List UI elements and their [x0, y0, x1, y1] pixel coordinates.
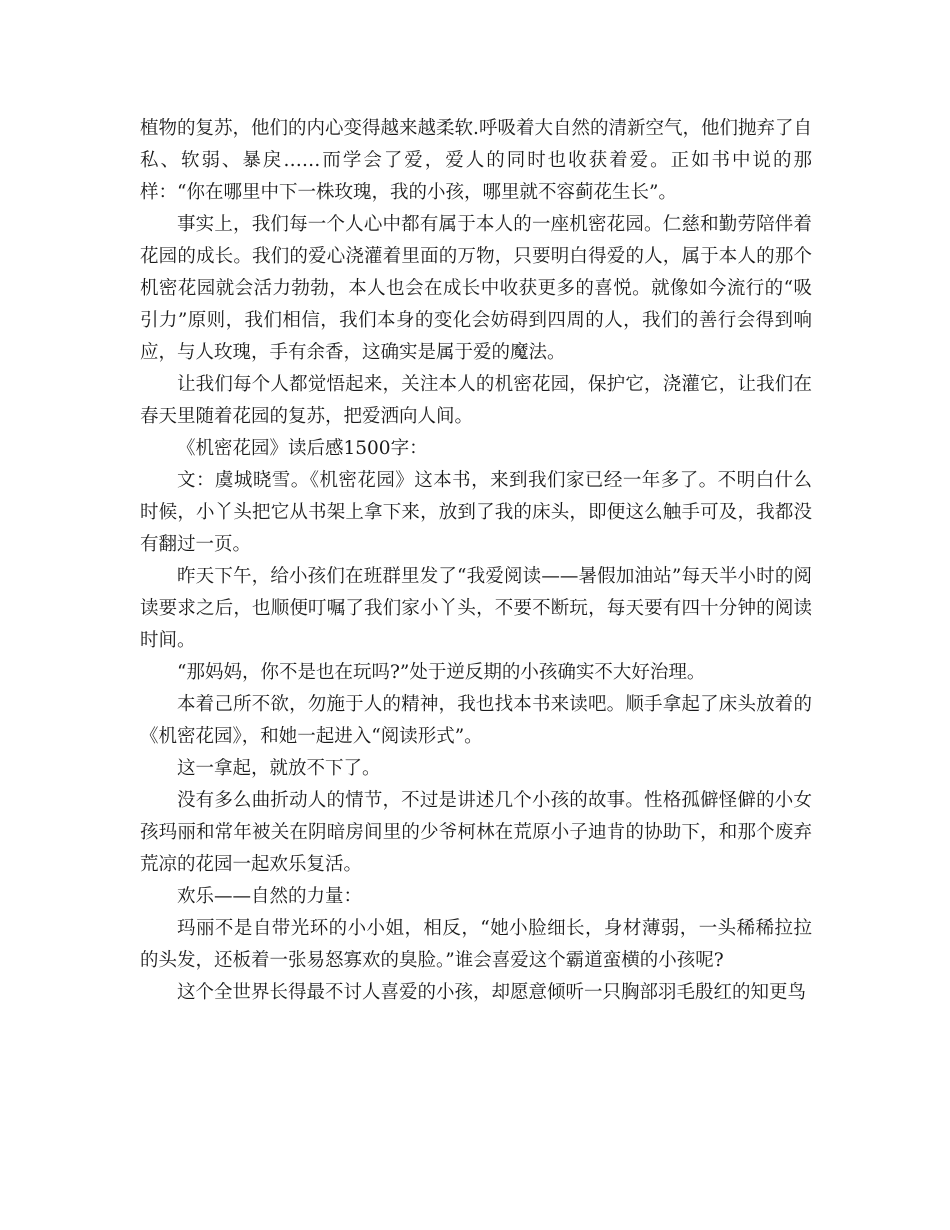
paragraph: 文：虞城晓雪。《机密花园》这本书，来到我们家已经一年多了。不明白什么时候，小丫头把它从书架上拿下来，放到了我的床头，即便这么触手可及，我都没有翻过一页。 — [140, 470, 812, 555]
paragraph: 昨天下午，给小孩们在班群里发了“我爱阅读——暑假加油站”每天半小时的阅读要求之后，也顺便叮嘱了我们家小丫头，不要不断玩，每天要有四十分钟的阅读时间。 — [140, 566, 812, 651]
paragraph: 这一拿起，就放不下了。 — [177, 758, 381, 779]
paragraph: 没有多么曲折动人的情节，不过是讲述几个小孩的故事。性格孤僻怪僻的小女孩玛丽和常年被关在阴暗房间里的少爷柯林在荒原小子迪肯的协助下，和那个废弃荒凉的花园一起欢乐复活。 — [140, 790, 812, 875]
section-heading: 《机密花园》读后感1500字： — [177, 438, 428, 459]
paragraph: 本着己所不欲，勿施于人的精神，我也找本书来读吧。顺手拿起了床头放着的《机密花园》，和她一起进入“阅读形式”。 — [140, 694, 812, 747]
paragraph: 事实上，我们每一个人心中都有属于本人的一座机密花园。仁慈和勤劳陪伴着花园的成长。我们的爱心浇灌着里面的万物，只要明白得爱的人，属于本人的那个机密花园就会活力勃勃，本人也会在成长中收获更多的喜悦。就像如今流行的“吸引力”原则，我们相信，我们本身的变化会妨碍到四周的人，我们的善行会得到响应，与人玫瑰，手有余香，这确实是属于爱的魔法。 — [140, 214, 812, 363]
paragraph: 植物的复苏，他们的内心变得越来越柔软.呼吸着大自然的清新空气，他们抛弃了自私、软弱、暴戾……而学会了爱，爱人的同时也收获着爱。正如书中说的那样：“你在哪里中下一株玫瑰，我的小孩，哪里就不容蓟花生长”。 — [140, 118, 812, 203]
paragraph: 让我们每个人都觉悟起来，关注本人的机密花园，保护它，浇灌它，让我们在春天里随着花园的复苏，把爱洒向人间。 — [140, 374, 812, 427]
paragraph: 玛丽不是自带光环的小小姐，相反，“她小脸细长，身材薄弱，一头稀稀拉拉的头发，还板着一张易怒寡欢的臭脸。”谁会喜爱这个霸道蛮横的小孩呢? — [140, 918, 812, 971]
subheading: 欢乐——自然的力量： — [177, 886, 363, 907]
paragraph: 这个全世界长得最不讨人喜爱的小孩，却愿意倾听一只胸部羽毛殷红的知更鸟 — [177, 982, 807, 1003]
paragraph: “那妈妈，你不是也在玩吗?”处于逆反期的小孩确实不大好治理。 — [177, 662, 706, 683]
document-body — [140, 113, 812, 1009]
